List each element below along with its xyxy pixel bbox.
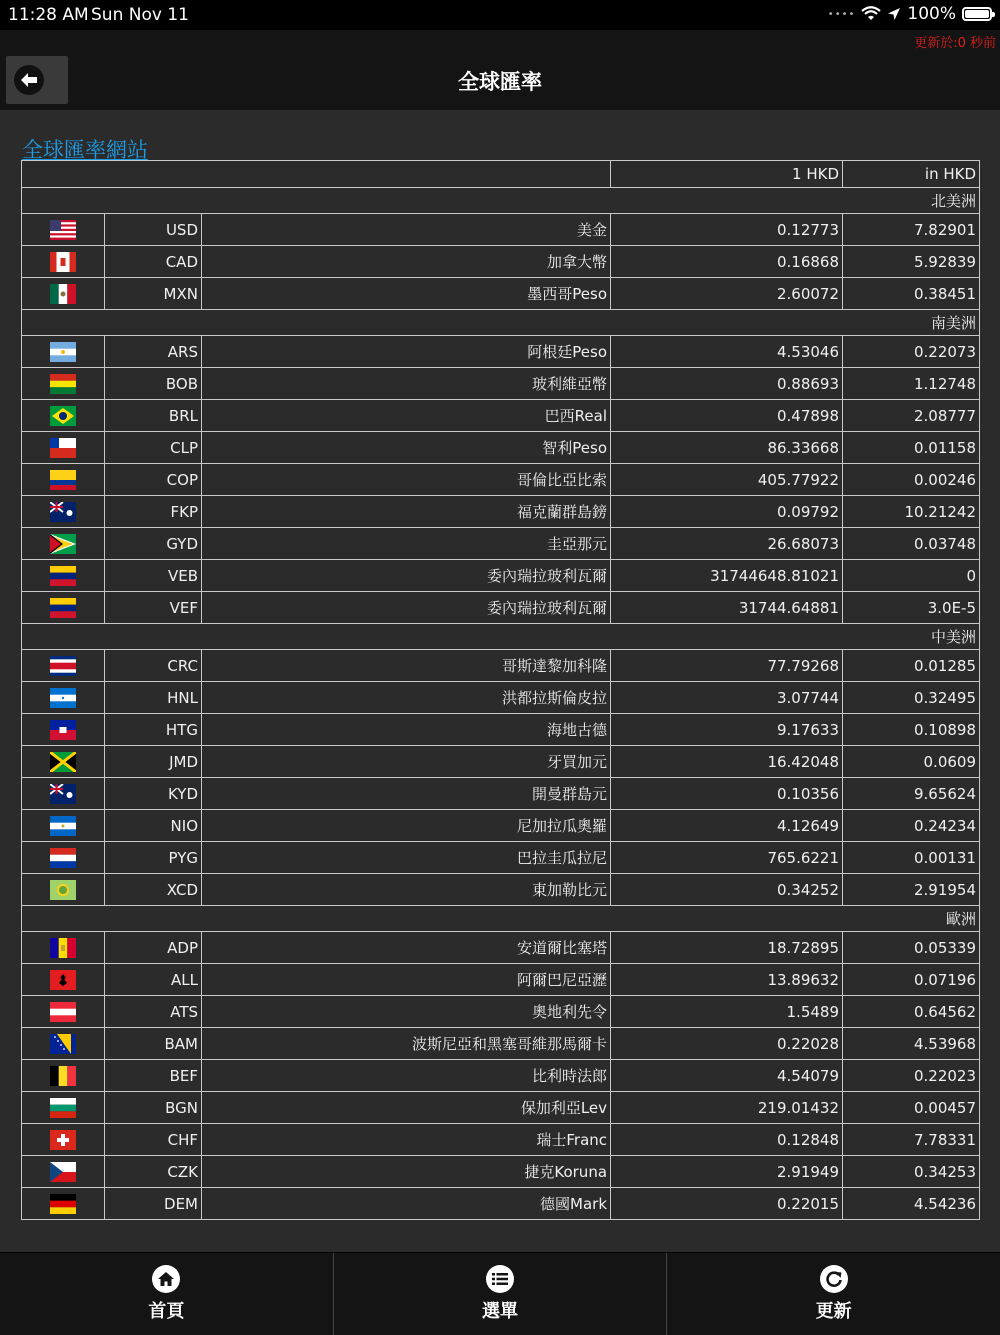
currency-name: 牙買加元 [202, 746, 611, 778]
rate-per-hkd: 0.22015 [611, 1188, 843, 1220]
rate-per-hkd: 26.68073 [611, 528, 843, 560]
currency-name: 智利Peso [202, 432, 611, 464]
currency-name: 委內瑞拉玻利瓦爾 [202, 560, 611, 592]
rate-row[interactable] [22, 964, 980, 996]
rate-per-hkd: 0.22028 [611, 1028, 843, 1060]
rate-per-hkd: 31744648.81021 [611, 560, 843, 592]
currency-code: VEF [105, 592, 202, 624]
flag-brl-icon [50, 406, 76, 426]
flag-hnl-icon [50, 688, 76, 708]
flag-cell [22, 874, 105, 906]
flag-adp-icon [50, 938, 76, 958]
rate-per-hkd: 405.77922 [611, 464, 843, 496]
rate-in-hkd: 2.08777 [843, 400, 980, 432]
currency-code: CLP [105, 432, 202, 464]
flag-ars-icon [50, 342, 76, 362]
rate-in-hkd: 4.53968 [843, 1028, 980, 1060]
flag-cell [22, 682, 105, 714]
currency-code: CAD [105, 246, 202, 278]
rate-row[interactable] [22, 336, 980, 368]
rate-row[interactable] [22, 1124, 980, 1156]
currency-name: 東加勒比元 [202, 874, 611, 906]
exchange-site-link[interactable]: 全球匯率網站 [22, 138, 148, 162]
rate-row[interactable] [22, 874, 980, 906]
currency-code: DEM [105, 1188, 202, 1220]
rate-in-hkd: 0.01285 [843, 650, 980, 682]
flag-bam-icon [50, 1034, 76, 1054]
flag-usd-icon [50, 220, 76, 240]
rate-in-hkd: 0.05339 [843, 932, 980, 964]
currency-code: PYG [105, 842, 202, 874]
region-row [22, 188, 980, 214]
flag-cell [22, 214, 105, 246]
table-header-row [22, 161, 980, 188]
currency-code: BAM [105, 1028, 202, 1060]
rate-row[interactable] [22, 746, 980, 778]
signal-icon: •••• [827, 8, 856, 20]
rate-row[interactable] [22, 932, 980, 964]
currency-name: 奧地利先令 [202, 996, 611, 1028]
rate-in-hkd: 0.38451 [843, 278, 980, 310]
refresh-icon [820, 1265, 848, 1293]
battery-icon [962, 7, 992, 21]
tab-refresh[interactable] [666, 1253, 1000, 1335]
rate-in-hkd: 0.64562 [843, 996, 980, 1028]
flag-nio-icon [50, 816, 76, 836]
flag-pyg-icon [50, 848, 76, 868]
flag-cell [22, 432, 105, 464]
currency-name: 哥倫比亞比索 [202, 464, 611, 496]
currency-name: 委內瑞拉玻利瓦爾 [202, 592, 611, 624]
rate-row[interactable] [22, 1060, 980, 1092]
location-arrow-icon [887, 7, 901, 21]
rate-per-hkd: 77.79268 [611, 650, 843, 682]
flag-cad-icon [50, 252, 76, 272]
flag-czk-icon [50, 1162, 76, 1182]
rate-row[interactable] [22, 1028, 980, 1060]
rate-row[interactable] [22, 682, 980, 714]
rate-per-hkd: 31744.64881 [611, 592, 843, 624]
currency-code: CRC [105, 650, 202, 682]
flag-cell [22, 464, 105, 496]
currency-code: BGN [105, 1092, 202, 1124]
bottom-tab-bar [0, 1252, 1000, 1335]
region-row [22, 310, 980, 336]
rate-in-hkd: 5.92839 [843, 246, 980, 278]
flag-cell [22, 1028, 105, 1060]
rate-row[interactable] [22, 400, 980, 432]
rate-row[interactable] [22, 996, 980, 1028]
flag-cell [22, 368, 105, 400]
rate-in-hkd: 0.01158 [843, 432, 980, 464]
rate-in-hkd: 0.00457 [843, 1092, 980, 1124]
rate-row[interactable] [22, 810, 980, 842]
tab-home[interactable] [0, 1253, 333, 1335]
rate-per-hkd: 16.42048 [611, 746, 843, 778]
flag-ats-icon [50, 1002, 76, 1022]
currency-name: 阿爾巴尼亞瀝 [202, 964, 611, 996]
rate-row[interactable] [22, 368, 980, 400]
currency-code: BEF [105, 1060, 202, 1092]
flag-all-icon [50, 970, 76, 990]
rate-in-hkd: 0.10898 [843, 714, 980, 746]
rate-in-hkd: 0.22073 [843, 336, 980, 368]
status-bar [0, 0, 1000, 30]
rate-per-hkd: 2.60072 [611, 278, 843, 310]
currency-code: NIO [105, 810, 202, 842]
rate-per-hkd: 765.6221 [611, 842, 843, 874]
currency-name: 圭亞那元 [202, 528, 611, 560]
rate-row[interactable] [22, 778, 980, 810]
currency-name: 捷克Koruna [202, 1156, 611, 1188]
currency-name: 開曼群島元 [202, 778, 611, 810]
region-label: 南美洲 [22, 310, 980, 336]
rate-row[interactable] [22, 432, 980, 464]
flag-chf-icon [50, 1130, 76, 1150]
currency-code: BRL [105, 400, 202, 432]
page-title: 全球匯率 [458, 70, 542, 94]
currency-name: 阿根廷Peso [202, 336, 611, 368]
flag-crc-icon [50, 656, 76, 676]
rate-in-hkd: 0.22023 [843, 1060, 980, 1092]
header-blank-cell [22, 161, 611, 188]
flag-cop-icon [50, 470, 76, 490]
rate-per-hkd: 86.33668 [611, 432, 843, 464]
rate-in-hkd: 4.54236 [843, 1188, 980, 1220]
rate-in-hkd: 7.78331 [843, 1124, 980, 1156]
rate-in-hkd: 0.32495 [843, 682, 980, 714]
currency-code: ALL [105, 964, 202, 996]
flag-cell [22, 246, 105, 278]
currency-name: 洪都拉斯倫皮拉 [202, 682, 611, 714]
rate-per-hkd: 0.47898 [611, 400, 843, 432]
rate-per-hkd: 9.17633 [611, 714, 843, 746]
flag-vef-icon [50, 598, 76, 618]
flag-cell [22, 842, 105, 874]
currency-code: USD [105, 214, 202, 246]
currency-code: KYD [105, 778, 202, 810]
currency-name: 波斯尼亞和黑塞哥維那馬爾卡 [202, 1028, 611, 1060]
currency-name: 墨西哥Peso [202, 278, 611, 310]
rate-in-hkd: 0 [843, 560, 980, 592]
currency-code: ATS [105, 996, 202, 1028]
main-content[interactable] [0, 110, 1000, 1252]
rate-per-hkd: 0.88693 [611, 368, 843, 400]
rate-row[interactable] [22, 246, 980, 278]
flag-fkp-icon [50, 502, 76, 522]
rate-in-hkd: 7.82901 [843, 214, 980, 246]
currency-code: XCD [105, 874, 202, 906]
currency-name: 福克蘭群島鎊 [202, 496, 611, 528]
battery-percent: 100% [907, 4, 956, 24]
rate-in-hkd: 1.12748 [843, 368, 980, 400]
flag-mxn-icon [50, 284, 76, 304]
currency-code: HNL [105, 682, 202, 714]
currency-name: 哥斯達黎加科隆 [202, 650, 611, 682]
rate-row[interactable] [22, 496, 980, 528]
flag-htg-icon [50, 720, 76, 740]
currency-code: MXN [105, 278, 202, 310]
currency-code: GYD [105, 528, 202, 560]
rate-per-hkd: 18.72895 [611, 932, 843, 964]
region-label: 北美洲 [22, 188, 980, 214]
rate-in-hkd: 0.03748 [843, 528, 980, 560]
currency-name: 安道爾比塞塔 [202, 932, 611, 964]
currency-name: 加拿大幣 [202, 246, 611, 278]
rate-in-hkd: 2.91954 [843, 874, 980, 906]
flag-cell [22, 778, 105, 810]
flag-cell [22, 1156, 105, 1188]
flag-cell [22, 1092, 105, 1124]
currency-name: 保加利亞Lev [202, 1092, 611, 1124]
flag-cell [22, 336, 105, 368]
rate-row[interactable] [22, 214, 980, 246]
rate-in-hkd: 3.0E-5 [843, 592, 980, 624]
rate-row[interactable] [22, 1092, 980, 1124]
status-time: 11:28 AM [8, 5, 89, 25]
rate-in-hkd: 10.21242 [843, 496, 980, 528]
flag-cell [22, 1060, 105, 1092]
flag-cell [22, 714, 105, 746]
rate-per-hkd: 0.10356 [611, 778, 843, 810]
currency-name: 美金 [202, 214, 611, 246]
currency-code: JMD [105, 746, 202, 778]
rate-row[interactable] [22, 592, 980, 624]
home-icon [152, 1265, 180, 1293]
rate-row[interactable] [22, 1156, 980, 1188]
region-row [22, 624, 980, 650]
flag-cell [22, 650, 105, 682]
rate-in-hkd: 0.34253 [843, 1156, 980, 1188]
tab-home-label: 首頁 [148, 1301, 185, 1322]
header-in-hkd: in HKD [843, 161, 980, 188]
flag-cell [22, 400, 105, 432]
flag-cell [22, 278, 105, 310]
rate-per-hkd: 13.89632 [611, 964, 843, 996]
currency-name: 巴拉圭瓜拉尼 [202, 842, 611, 874]
currency-name: 巴西Real [202, 400, 611, 432]
rate-row[interactable] [22, 1188, 980, 1220]
rate-in-hkd: 0.07196 [843, 964, 980, 996]
last-updated-text: 更新於:0 秒前 [914, 36, 996, 51]
flag-clp-icon [50, 438, 76, 458]
rate-per-hkd: 1.5489 [611, 996, 843, 1028]
currency-code: COP [105, 464, 202, 496]
rate-per-hkd: 4.53046 [611, 336, 843, 368]
rate-in-hkd: 0.00131 [843, 842, 980, 874]
currency-code: HTG [105, 714, 202, 746]
currency-name: 玻利維亞幣 [202, 368, 611, 400]
flag-bef-icon [50, 1066, 76, 1086]
rate-row[interactable] [22, 278, 980, 310]
flag-cell [22, 746, 105, 778]
currency-code: CHF [105, 1124, 202, 1156]
status-date: Sun Nov 11 [91, 5, 189, 25]
exchange-rate-table [21, 160, 980, 1220]
rate-in-hkd: 0.24234 [843, 810, 980, 842]
flag-xcd-icon [50, 880, 76, 900]
list-icon [486, 1265, 514, 1293]
currency-code: CZK [105, 1156, 202, 1188]
flag-cell [22, 496, 105, 528]
rate-in-hkd: 9.65624 [843, 778, 980, 810]
rate-in-hkd: 0.0609 [843, 746, 980, 778]
rate-row[interactable] [22, 464, 980, 496]
rate-row[interactable] [22, 714, 980, 746]
flag-cell [22, 964, 105, 996]
rate-per-hkd: 0.16868 [611, 246, 843, 278]
flag-cell [22, 560, 105, 592]
flag-gyd-icon [50, 534, 76, 554]
rate-per-hkd: 4.54079 [611, 1060, 843, 1092]
currency-name: 瑞士Franc [202, 1124, 611, 1156]
currency-code: FKP [105, 496, 202, 528]
status-right [828, 4, 992, 24]
header-per-hkd: 1 HKD [611, 161, 843, 188]
flag-cell [22, 528, 105, 560]
flag-kyd-icon [50, 784, 76, 804]
rate-in-hkd: 0.00246 [843, 464, 980, 496]
region-label: 中美洲 [22, 624, 980, 650]
tab-refresh-label: 更新 [815, 1301, 852, 1322]
flag-cell [22, 592, 105, 624]
flag-veb-icon [50, 566, 76, 586]
rate-per-hkd: 219.01432 [611, 1092, 843, 1124]
currency-code: ARS [105, 336, 202, 368]
flag-cell [22, 810, 105, 842]
flag-bob-icon [50, 374, 76, 394]
wifi-icon [861, 6, 881, 22]
rate-per-hkd: 0.12773 [611, 214, 843, 246]
nav-bar [0, 30, 1000, 110]
flag-cell [22, 996, 105, 1028]
rate-per-hkd: 2.91949 [611, 1156, 843, 1188]
currency-name: 德國Mark [202, 1188, 611, 1220]
rate-row[interactable] [22, 528, 980, 560]
flag-bgn-icon [50, 1098, 76, 1118]
currency-code: ADP [105, 932, 202, 964]
rate-per-hkd: 0.09792 [611, 496, 843, 528]
tab-menu-label: 選單 [482, 1301, 518, 1322]
rate-row[interactable] [22, 560, 980, 592]
currency-name: 比利時法郎 [202, 1060, 611, 1092]
region-row [22, 906, 980, 932]
rate-row[interactable] [22, 650, 980, 682]
flag-cell [22, 1188, 105, 1220]
currency-name: 尼加拉瓜奧羅 [202, 810, 611, 842]
rate-per-hkd: 0.34252 [611, 874, 843, 906]
rate-per-hkd: 3.07744 [611, 682, 843, 714]
flag-jmd-icon [50, 752, 76, 772]
flag-cell [22, 1124, 105, 1156]
currency-name: 海地古德 [202, 714, 611, 746]
tab-menu[interactable] [333, 1253, 667, 1335]
rate-per-hkd: 4.12649 [611, 810, 843, 842]
rate-row[interactable] [22, 842, 980, 874]
flag-cell [22, 932, 105, 964]
region-label: 歐洲 [22, 906, 980, 932]
currency-code: VEB [105, 560, 202, 592]
flag-dem-icon [50, 1194, 76, 1214]
currency-code: BOB [105, 368, 202, 400]
rate-per-hkd: 0.12848 [611, 1124, 843, 1156]
